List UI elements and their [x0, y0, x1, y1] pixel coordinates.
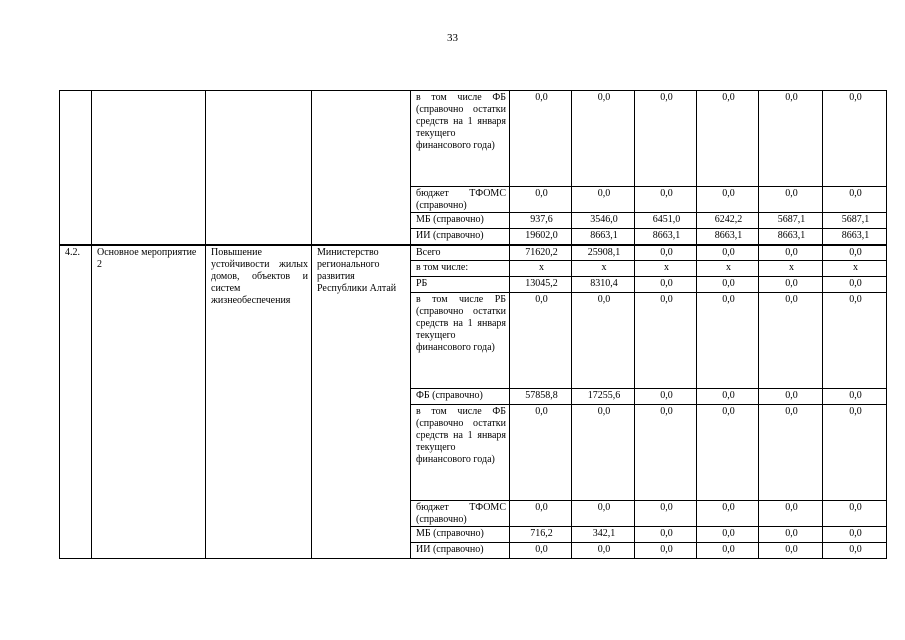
value-cell: 0,0 — [635, 501, 697, 527]
value-cell: 0,0 — [823, 293, 887, 389]
value-cell: 0,0 — [510, 91, 572, 187]
value-cell: 0,0 — [635, 543, 697, 559]
funding-source-cell: РБ — [411, 277, 510, 293]
value-cell: 0,0 — [572, 543, 635, 559]
value-cell: 0,0 — [635, 389, 697, 405]
number-cell-continued — [60, 91, 92, 245]
funding-source-cell: ФБ (справочно) — [411, 389, 510, 405]
value-cell: х — [635, 261, 697, 277]
funding-source-cell: бюджет ТФОМС (справочно) — [411, 187, 510, 213]
value-cell: 0,0 — [697, 501, 759, 527]
value-cell: 0,0 — [635, 293, 697, 389]
value-cell: 8663,1 — [697, 229, 759, 245]
value-cell: 19602,0 — [510, 229, 572, 245]
value-cell: 0,0 — [635, 245, 697, 261]
value-cell: 0,0 — [635, 405, 697, 501]
value-cell: 5687,1 — [823, 213, 887, 229]
funding-source-cell: ИИ (справочно) — [411, 543, 510, 559]
table-body — [60, 91, 887, 559]
table-row — [60, 91, 887, 187]
value-cell: 0,0 — [697, 389, 759, 405]
funding-source-cell: ИИ (справочно) — [411, 229, 510, 245]
funding-source-cell: МБ (справочно) — [411, 527, 510, 543]
budget-table — [59, 90, 887, 559]
executor-cell-continued — [312, 91, 411, 245]
value-cell: 0,0 — [759, 245, 823, 261]
value-cell: х — [510, 261, 572, 277]
value-cell: 0,0 — [697, 91, 759, 187]
value-cell: 0,0 — [510, 187, 572, 213]
value-cell: 0,0 — [759, 293, 823, 389]
funding-source-cell: бюджет ТФОМС (справочно) — [411, 501, 510, 527]
value-cell: 0,0 — [635, 527, 697, 543]
value-cell: х — [823, 261, 887, 277]
value-cell: 0,0 — [823, 187, 887, 213]
value-cell: 0,0 — [823, 277, 887, 293]
goal-cell-continued — [206, 91, 312, 245]
value-cell: 0,0 — [759, 187, 823, 213]
funding-source-cell: в том числе ФБ (справочно остатки средств на 1 января текущего финансового года) — [411, 405, 510, 501]
value-cell: 8310,4 — [572, 277, 635, 293]
value-cell: 0,0 — [759, 277, 823, 293]
value-cell: 0,0 — [759, 405, 823, 501]
value-cell: 0,0 — [759, 527, 823, 543]
value-cell: х — [759, 261, 823, 277]
value-cell: 0,0 — [823, 91, 887, 187]
value-cell: 937,6 — [510, 213, 572, 229]
value-cell: 3546,0 — [572, 213, 635, 229]
value-cell: 716,2 — [510, 527, 572, 543]
value-cell: 0,0 — [823, 405, 887, 501]
value-cell: 0,0 — [510, 501, 572, 527]
value-cell: 0,0 — [697, 527, 759, 543]
value-cell: 25908,1 — [572, 245, 635, 261]
value-cell: 8663,1 — [759, 229, 823, 245]
value-cell: 0,0 — [635, 277, 697, 293]
value-cell: х — [572, 261, 635, 277]
funding-source-cell: в том числе РБ (справочно остатки средств на 1 января текущего финансового года) — [411, 293, 510, 389]
value-cell: 0,0 — [510, 543, 572, 559]
value-cell: 0,0 — [697, 187, 759, 213]
value-cell: 0,0 — [759, 389, 823, 405]
value-cell: 57858,8 — [510, 389, 572, 405]
value-cell: 71620,2 — [510, 245, 572, 261]
value-cell: 13045,2 — [510, 277, 572, 293]
value-cell: 0,0 — [823, 245, 887, 261]
value-cell: 6451,0 — [635, 213, 697, 229]
value-cell: 0,0 — [759, 543, 823, 559]
value-cell: 8663,1 — [823, 229, 887, 245]
funding-source-cell: Всего — [411, 245, 510, 261]
value-cell: 342,1 — [572, 527, 635, 543]
value-cell: 0,0 — [572, 91, 635, 187]
value-cell: 0,0 — [697, 405, 759, 501]
value-cell: 0,0 — [572, 501, 635, 527]
value-cell: 0,0 — [697, 543, 759, 559]
value-cell: 0,0 — [697, 277, 759, 293]
section-name: Основное мероприятие 2 — [92, 245, 206, 559]
value-cell: 0,0 — [823, 527, 887, 543]
section-goal: Повышение устойчивости жилых домов, объектов и систем жизнеобеспечения — [206, 245, 312, 559]
value-cell: 8663,1 — [572, 229, 635, 245]
value-cell: 5687,1 — [759, 213, 823, 229]
value-cell: 0,0 — [572, 405, 635, 501]
section-executor: Министерство регионального развития Республики Алтай — [312, 245, 411, 559]
value-cell: 0,0 — [759, 91, 823, 187]
page-number: 33 — [447, 32, 458, 44]
value-cell: 0,0 — [823, 389, 887, 405]
funding-source-cell: в том числе: — [411, 261, 510, 277]
value-cell: 8663,1 — [635, 229, 697, 245]
value-cell: 0,0 — [510, 405, 572, 501]
value-cell: 0,0 — [697, 293, 759, 389]
funding-source-cell: МБ (справочно) — [411, 213, 510, 229]
value-cell: 0,0 — [635, 91, 697, 187]
value-cell: 17255,6 — [572, 389, 635, 405]
value-cell: 0,0 — [572, 187, 635, 213]
value-cell: 6242,2 — [697, 213, 759, 229]
value-cell: 0,0 — [823, 543, 887, 559]
value-cell: 0,0 — [823, 501, 887, 527]
funding-source-cell: в том числе ФБ (справочно остатки средств на 1 января текущего финансового года) — [411, 91, 510, 187]
table-row — [60, 245, 887, 261]
section-number: 4.2. — [60, 245, 92, 559]
value-cell: 0,0 — [759, 501, 823, 527]
value-cell: 0,0 — [510, 293, 572, 389]
value-cell: х — [697, 261, 759, 277]
value-cell: 0,0 — [697, 245, 759, 261]
value-cell: 0,0 — [635, 187, 697, 213]
name-cell-continued — [92, 91, 206, 245]
value-cell: 0,0 — [572, 293, 635, 389]
